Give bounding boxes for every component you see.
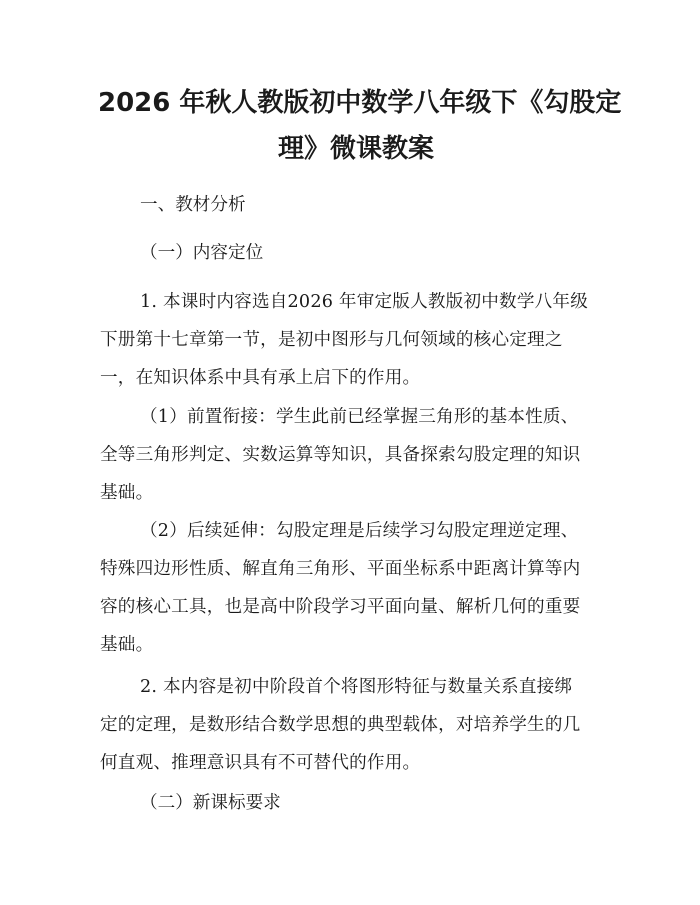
paragraph-1-line-1: 1. 本课时内容选自2026 年审定版人教版初中数学八年级 — [140, 292, 589, 312]
paragraph-1-line-2: 下册第十七章第一节，是初中图形与几何领域的核心定理之 — [100, 330, 563, 350]
document-title-line-2: 理》微课教案 — [278, 134, 435, 164]
section-heading-materials-analysis: 一、教材分析 — [140, 195, 246, 215]
paragraph-3-line-4: 基础。 — [100, 635, 154, 655]
paragraph-3 — [100, 512, 600, 664]
paragraph-4-line-3: 何直观、推理意识具有不可替代的作用。 — [100, 753, 421, 773]
paragraph-1-line-3: 一，在知识体系中具有承上启下的作用。 — [100, 368, 421, 388]
paragraph-2-line-3: 基础。 — [100, 483, 154, 503]
paragraph-3-line-3: 容的核心工具，也是高中阶段学习平面向量、解析几何的重要 — [100, 597, 581, 617]
document-title-line-1: 2026 年秋人教版初中数学八年级下《勾股定 — [98, 88, 622, 118]
subsection-heading-content-positioning: （一）内容定位 — [140, 243, 264, 263]
subsection-heading-curriculum-requirements: （二）新课标要求 — [140, 793, 281, 813]
paragraph-2-line-2: 全等三角形判定、实数运算等知识，具备探索勾股定理的知识 — [100, 445, 581, 465]
paragraph-1 — [100, 283, 600, 397]
paragraph-3-line-1: （2）后续延伸：勾股定理是后续学习勾股定理逆定理、 — [140, 521, 579, 541]
paragraph-4-line-2: 定的定理，是数形结合数学思想的典型载体，对培养学生的几 — [100, 715, 581, 735]
paragraph-4 — [100, 668, 600, 782]
paragraph-2 — [100, 398, 600, 512]
paragraph-3-line-2: 特殊四边形性质、解直角三角形、平面坐标系中距离计算等内 — [100, 559, 581, 579]
paragraph-2-line-1: （1）前置衔接：学生此前已经掌握三角形的基本性质、 — [140, 407, 579, 427]
paragraph-4-line-1: 2. 本内容是初中阶段首个将图形特征与数量关系直接绑 — [140, 677, 573, 697]
